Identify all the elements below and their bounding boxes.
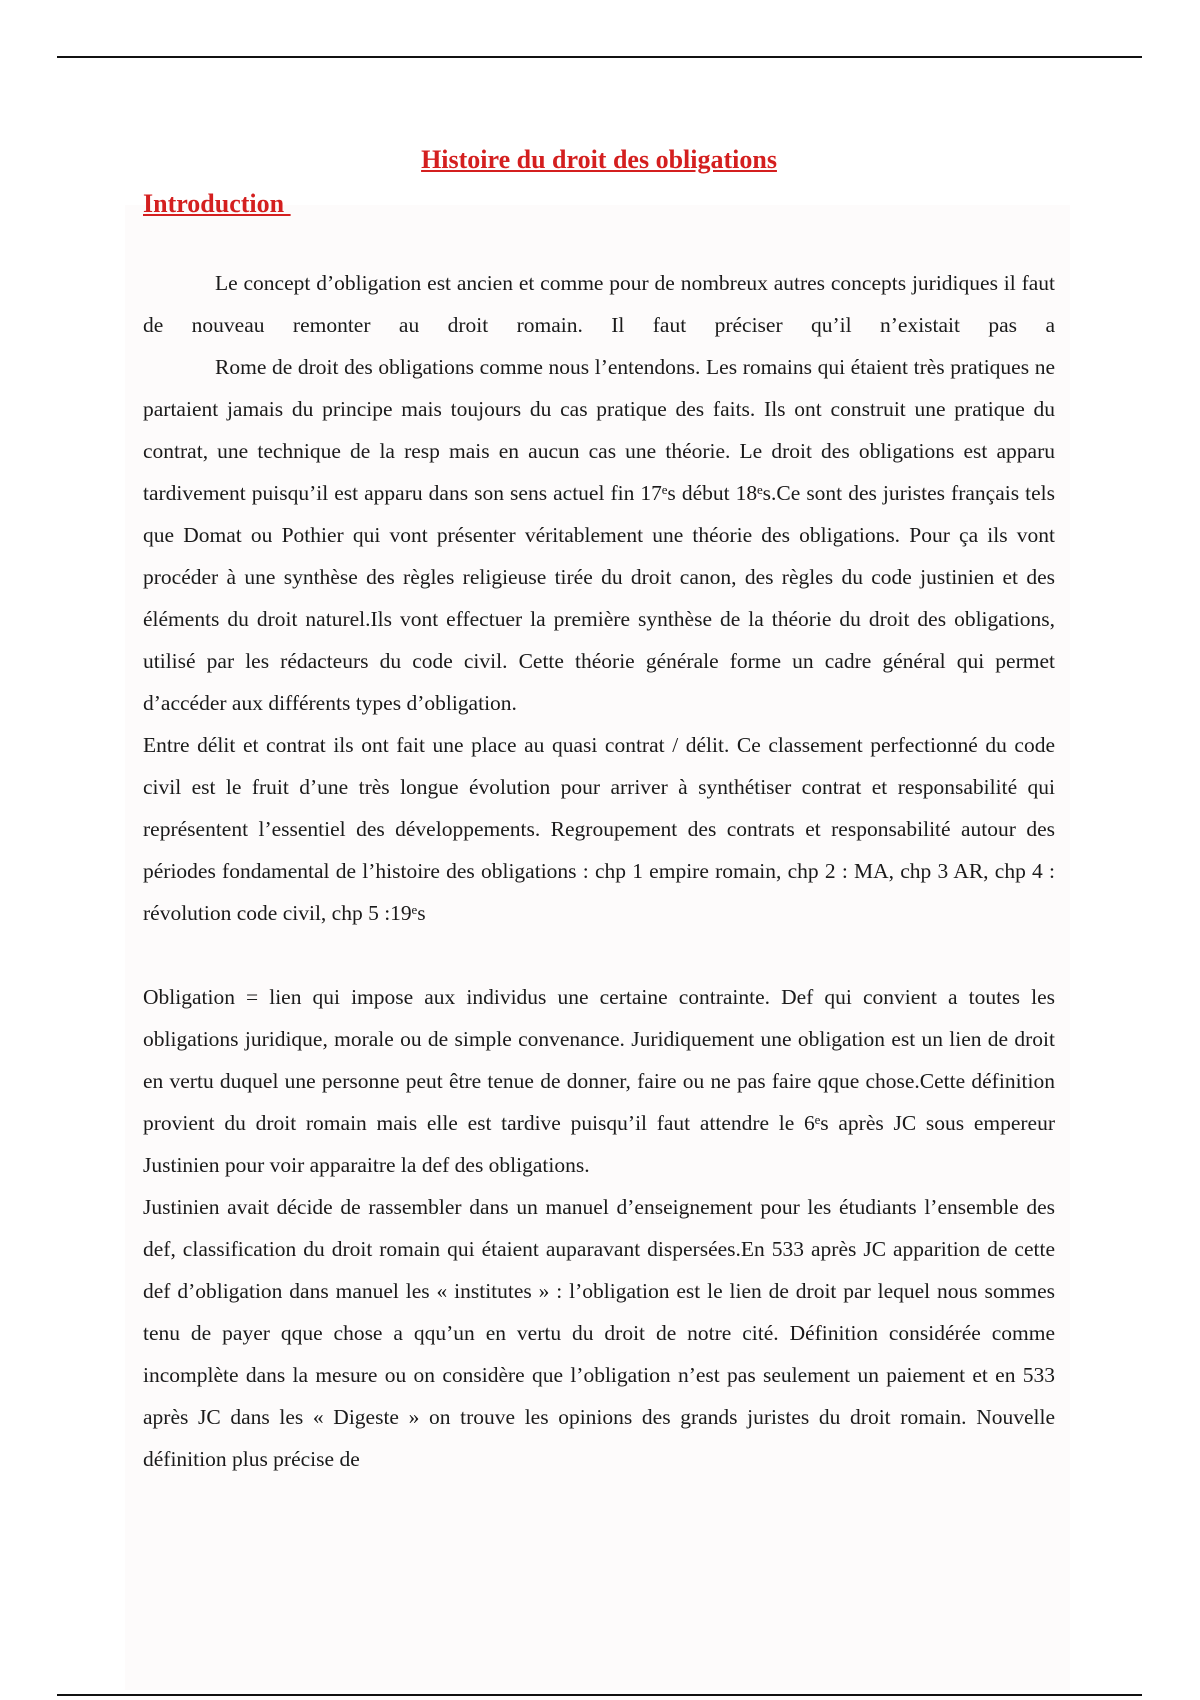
document-body [143,140,1055,1480]
section-heading: Introduction [143,189,291,218]
paragraph: Obligation = lien qui impose aux individus une certaine contrainte. Def qui convient a toutes les obligations juridique, morale ou de simple convenance. Juridiquement une obligation est un lien de droit en vertu duquel une personne peut être tenue de donner, faire ou ne pas faire qque chose.Cette définition provient du droit romain mais elle est tardive puisqu’il faut attendre le 6ᵉs après JC sous empereur Justinien pour voir apparaitre la def des obligations. [143,985,1055,1177]
paragraph: Le concept d’obligation est ancien et comme pour de nombreux autres concepts juridiques il faut de nouveau remonter au droit romain. Il faut préciser qu’il n’existait pas a [143,271,1055,337]
top-rule [57,56,1142,58]
paragraph: Entre délit et contrat ils ont fait une place au quasi contrat / délit. Ce classement perfectionné du code civil est le fruit d’une très longue évolution pour arriver à synthétiser contrat et responsabilité qui représentent l’essentiel des développements. Regroupement des contrats et responsabilité autour des périodes fondamental de l’histoire des obligations : chp 1 empire romain, chp 2 : MA, chp 3 AR, chp 4 : révolution code civil, chp 5 :19ᵉs [143,733,1055,925]
paragraph: Rome de droit des obligations comme nous l’entendons. Les romains qui étaient très pratiques ne partaient jamais du principe mais toujours du cas pratique des faits. Ils ont construit une pratique du contrat, une technique de la resp mais en aucun cas une théorie. Le droit des obligations est apparu tardivement puisqu’il est apparu dans son sens actuel fin 17ᵉs début 18ᵉs.Ce sont des juristes français tels que Domat ou Pothier qui vont présenter véritablement une théorie des obligations. Pour ça ils vont procéder à une synthèse des règles religieuse tirée du droit canon, des règles du code justinien et des éléments du droit naturel.Ils vont effectuer la première synthèse de la théorie du droit des obligations, utilisé par les rédacteurs du code civil. Cette théorie générale forme un cadre général qui permet d’accéder aux différents types d’obligation. [143,355,1055,715]
paragraph: Justinien avait décide de rassembler dans un manuel d’enseignement pour les étudiants l’ensemble des def, classification du droit romain qui étaient auparavant dispersées.En 533 après JC apparition de cette def d’obligation dans manuel les « institutes » : l’obligation est le lien de droit par lequel nous sommes tenu de payer qque chose a qqu’un en vertu du droit de notre cité. Définition considérée comme incomplète dans la mesure ou on considère que l’obligation n’est pas seulement un paiement et en 533 après JC dans les « Digeste » on trouve les opinions des grands juristes du droit romain. Nouvelle définition plus précise de [143,1195,1055,1471]
document-title: Histoire du droit des obligations [421,145,777,174]
bottom-rule [57,1694,1142,1696]
